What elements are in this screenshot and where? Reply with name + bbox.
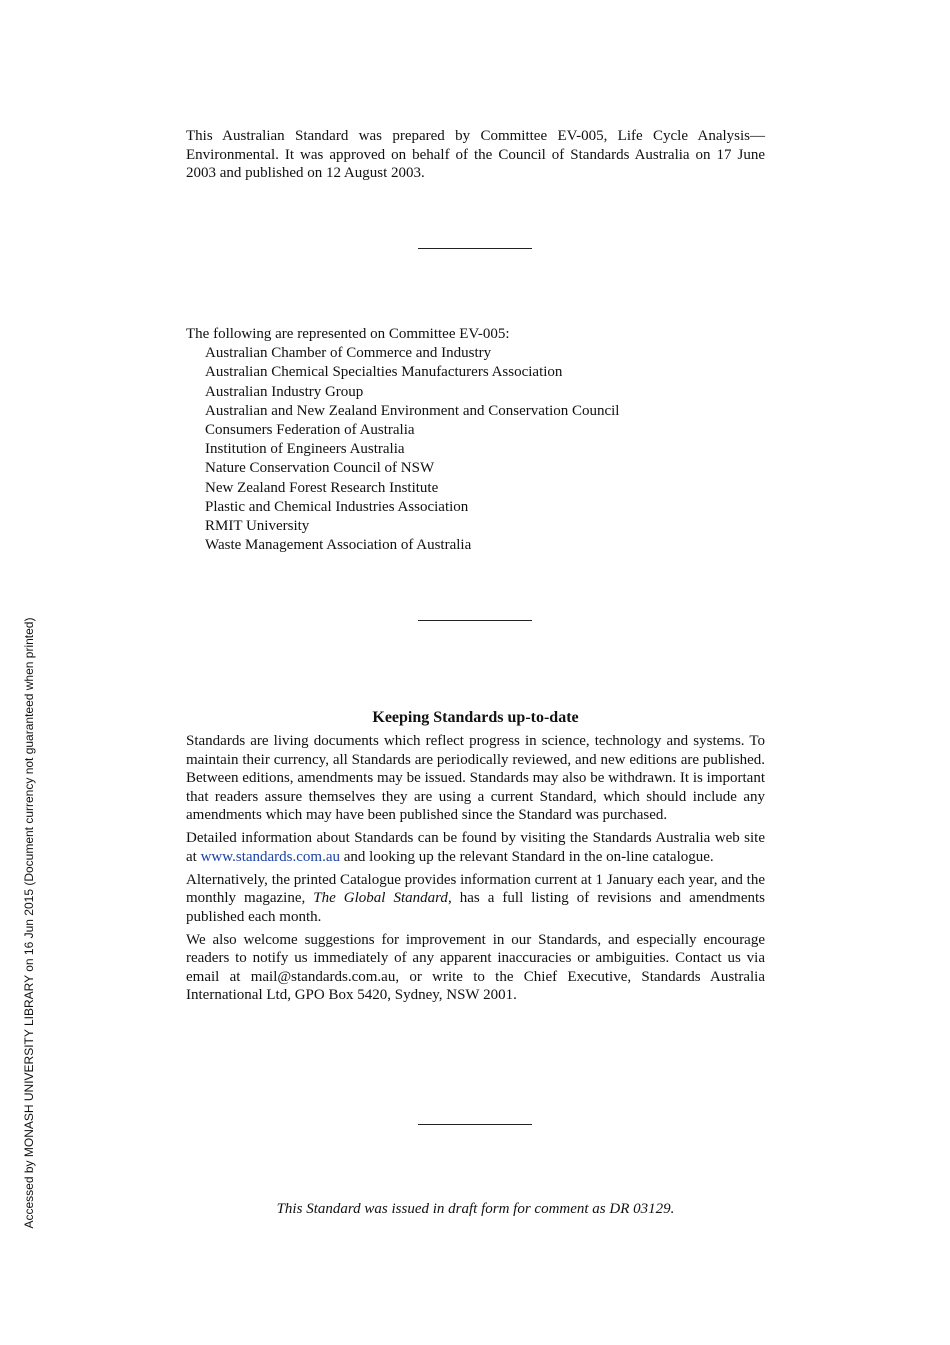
committee-section [186,325,765,555]
magazine-title: The Global Standard [313,890,448,906]
committee-member-list [186,344,765,555]
committee-member: New Zealand Forest Research Institute [205,479,439,496]
keeping-paragraph [186,829,765,866]
keeping-standards-body [186,732,765,1009]
committee-member: Institution of Engineers Australia [205,441,405,458]
standards-website-link[interactable]: www.standards.com.au [200,848,340,865]
committee-intro: The following are represented on Committee EV-005: [186,326,510,342]
committee-member: Australian Chemical Specialties Manufacturers Association [205,364,563,381]
committee-member: Plastic and Chemical Industries Association [205,498,469,515]
keeping-paragraph: We also welcome suggestions for improvement in our Standards, and especially encourage readers to notify us immediately of any apparent inaccuracies or ambiguities. Contact us via email at mail@standards.com.au, or write to the Chief Executive, Standards Australia International Ltd, GPO Box 5420, Sydney, NSW 2001. [186,931,765,1003]
committee-member: Australian Industry Group [205,383,364,400]
paragraph-text: Detailed information about Standards can be found by visiting the Standards Australia web site at [186,830,765,865]
committee-member: Nature Conservation Council of NSW [205,460,435,477]
keeping-paragraph: Standards are living documents which reflect progress in science, technology and systems. To maintain their currency, all Standards are periodically reviewed, and new editions are published. Between editions, amendments may be issued. Standards may also be withdrawn. It is important that readers assure themselves they are using a current Standard, which should include any amendments which may have been published since the Standard was purchased. [186,733,765,823]
committee-member: RMIT University [205,518,310,535]
committee-member: Waste Management Association of Australia [205,537,472,554]
draft-note: This Standard was issued in draft form for comment as DR 03129. [276,1201,675,1217]
paragraph-text: and looking up the relevant Standard in the on-line catalogue. [340,848,714,865]
committee-member: Consumers Federation of Australia [205,422,415,439]
section-divider [418,620,532,621]
committee-member: Australian and New Zealand Environment and Conservation Council [205,402,620,419]
keeping-standards-heading: Keeping Standards up-to-date [372,709,579,726]
committee-member: Australian Chamber of Commerce and Industry [205,345,492,362]
paragraph-text: Alternatively, the printed Catalogue provides information current at 1 January each year, and the monthly magazine, [186,871,765,906]
section-divider [418,248,532,249]
access-stamp: Accessed by MONASH UNIVERSITY LIBRARY on 16 Jun 2015 (Document currency not guaranteed when printed) [22,617,36,1229]
keeping-paragraph [186,871,765,927]
approval-paragraph: This Australian Standard was prepared by Committee EV-005, Life Cycle Analysis—Environmental. It was approved on behalf of the Council of Standards Australia on 17 June 2003 and published on 12 August 2003. [186,128,765,181]
section-divider [418,1124,532,1125]
paragraph-text: , has a full listing of revisions and amendments published each month. [186,890,765,925]
